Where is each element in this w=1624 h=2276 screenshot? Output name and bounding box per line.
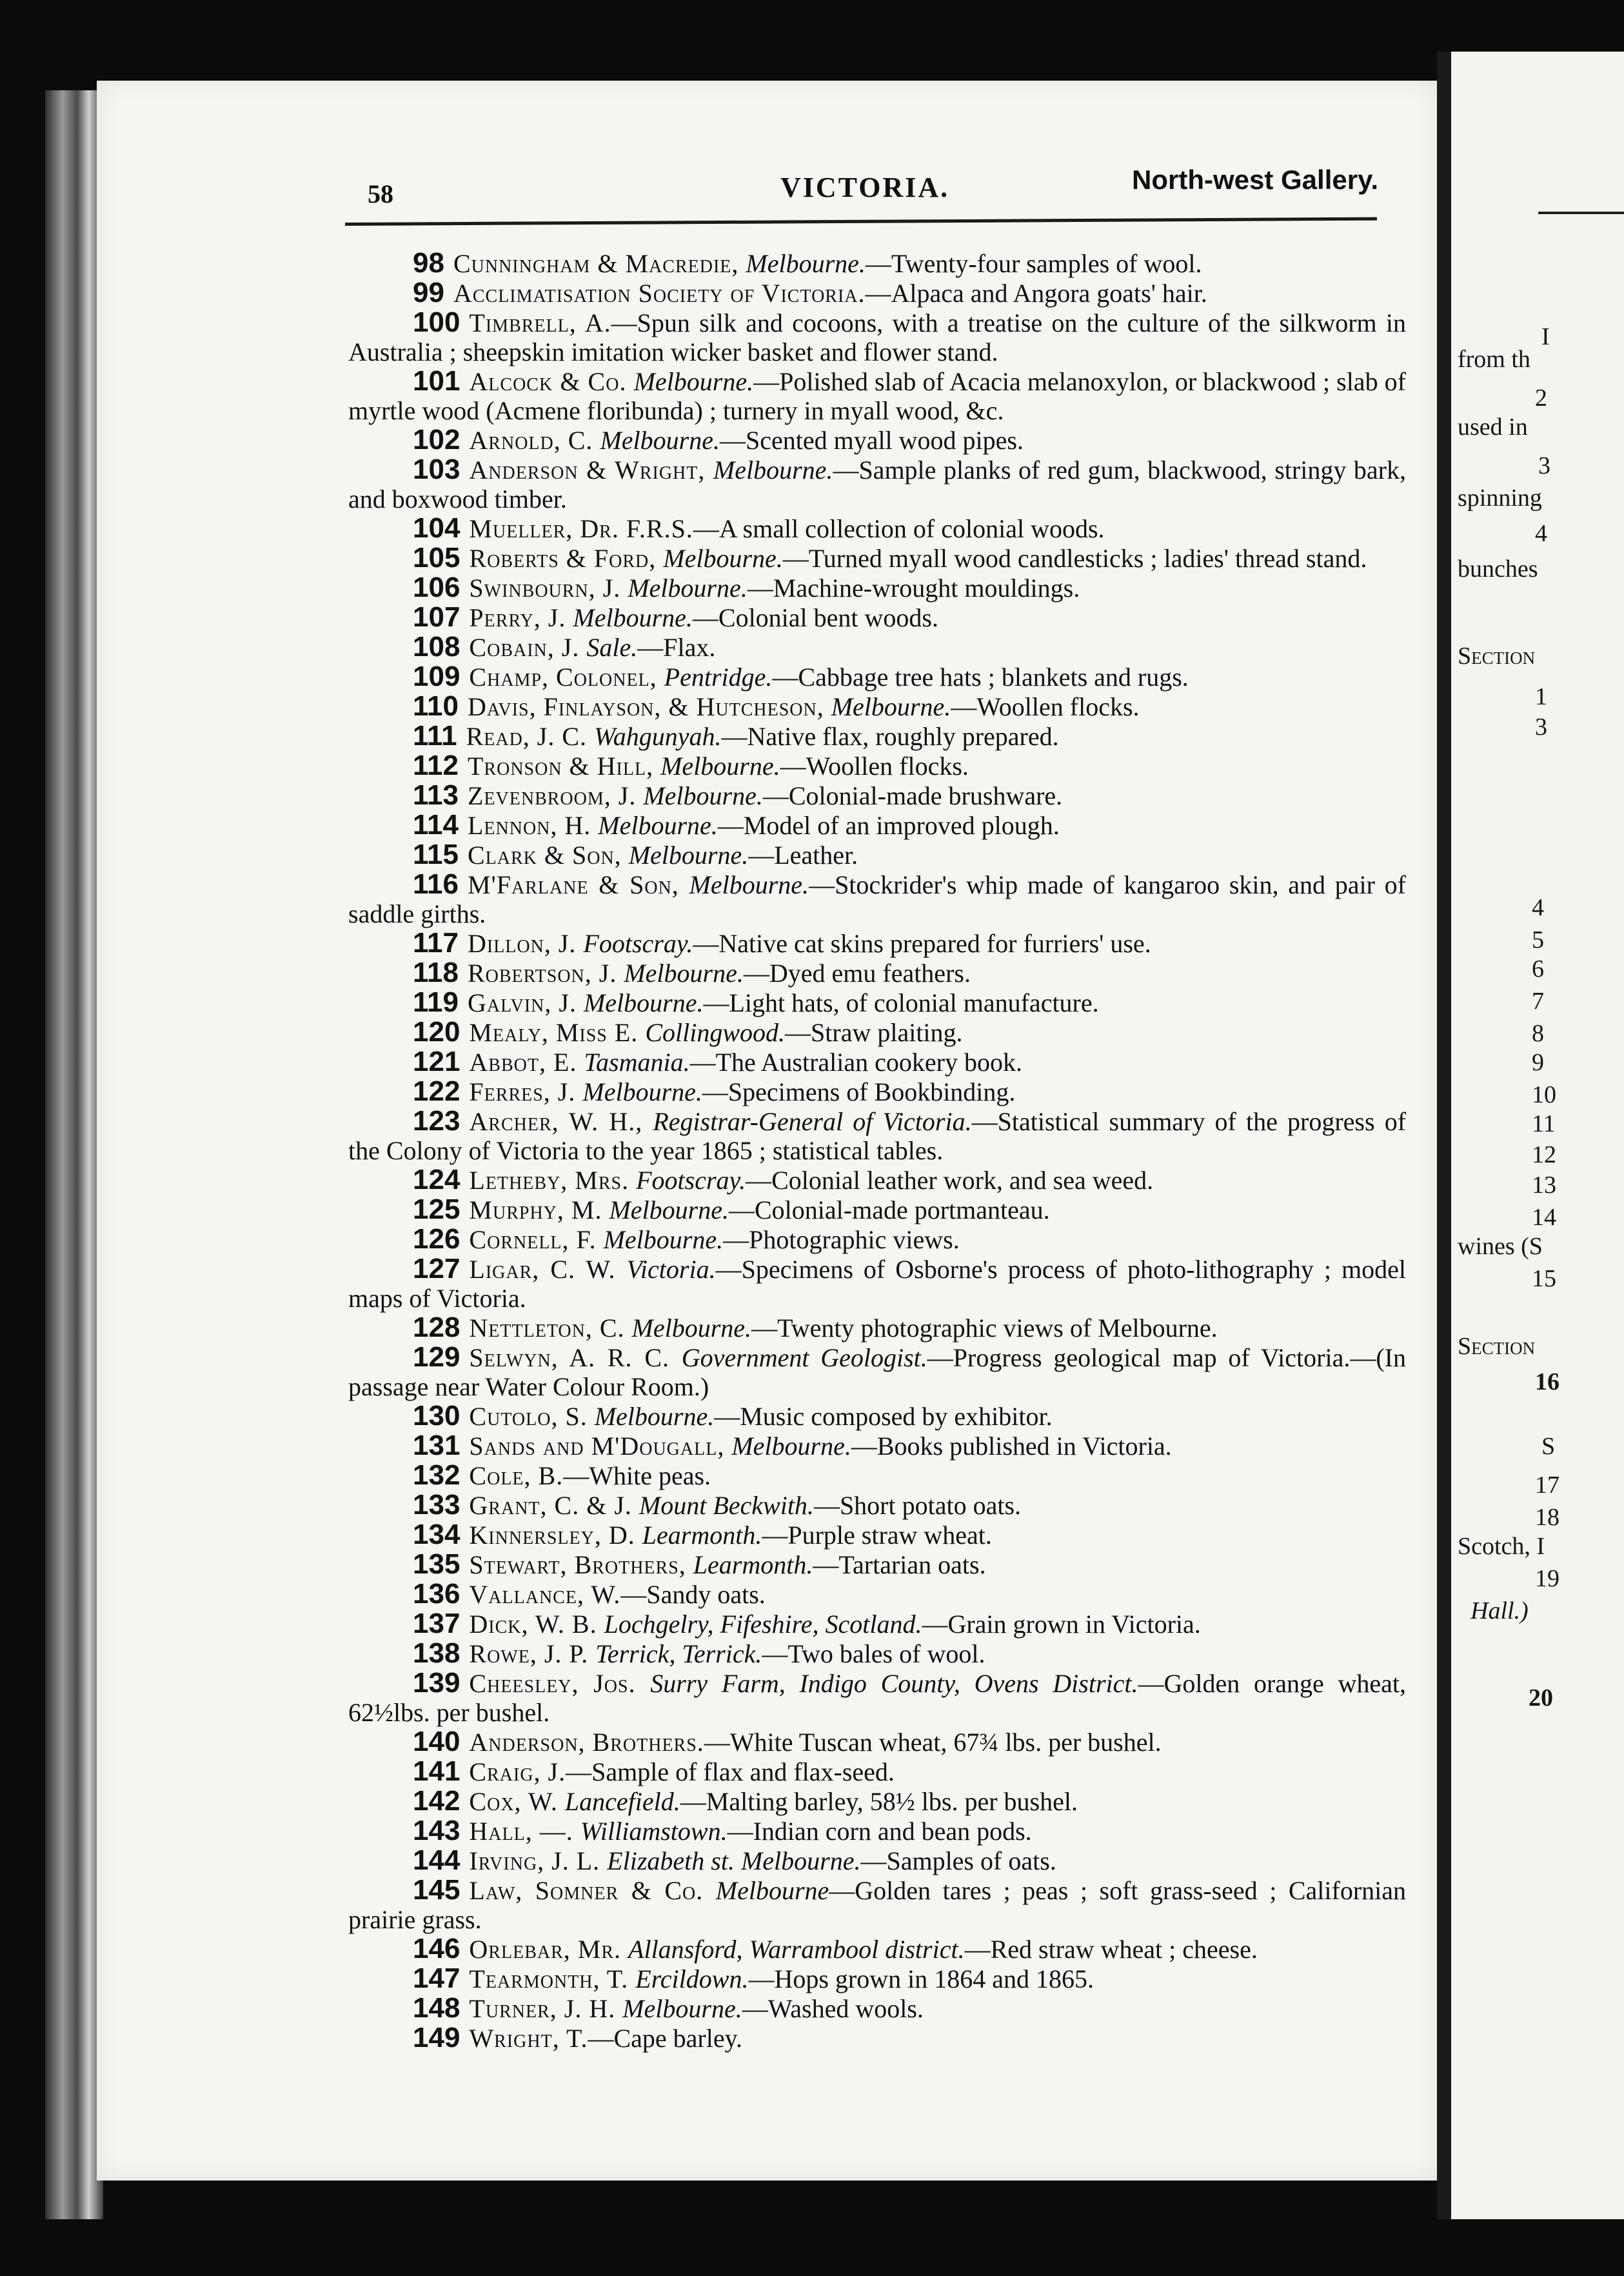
right-page-text-fragment: spinning [1458,484,1542,512]
exhibitor-location: Melbourne. [598,811,718,840]
exhibitor-entry [348,425,1406,455]
right-page-text-fragment: 4 [1532,894,1544,921]
exhibit-description: —Hops grown in 1864 and 1865. [748,1964,1094,1993]
entry-number: 107 [413,601,460,633]
running-title: VICTORIA. [780,172,950,203]
exhibitor-name: Ferres, J. [469,1077,583,1106]
exhibitor-name: Archer, W. H., [469,1107,653,1136]
right-page-text-fragment: 5 [1532,926,1544,953]
entry-number: 105 [413,542,460,574]
entry-number: 130 [413,1400,460,1432]
exhibitor-entry [348,1757,1406,1786]
exhibit-description: —Music composed by exhibitor. [714,1402,1053,1431]
exhibitor-name: Orlebar, Mr. [469,1935,629,1964]
exhibitor-name: Cox, W. [469,1787,565,1816]
exhibitor-entry [348,662,1406,692]
exhibitor-name: Cole, B. [469,1461,564,1490]
exhibit-description: —Colonial-made portmanteau. [728,1195,1050,1224]
right-page-text-fragment: 15 [1532,1265,1556,1292]
right-page-text-fragment: Section [1458,1333,1536,1360]
entry-number: 118 [413,957,459,988]
exhibitor-location: Melbourne. [660,752,780,781]
exhibit-description: —Malting barley, 58½ lbs. per bushel. [680,1787,1078,1816]
right-page-text-fragment: 7 [1532,988,1544,1015]
entry-number: 115 [413,839,459,870]
entry-number: 98 [413,247,444,279]
entry-number: 109 [413,661,460,692]
exhibitor-name: Nettleton, C. [469,1313,632,1343]
book-spine-edge [45,90,103,2219]
exhibitor-location: Footscray. [583,929,693,958]
right-page-text-fragment: 10 [1532,1081,1556,1108]
exhibitor-location: Allansford, Warrambool district. [628,1935,965,1964]
entry-number: 122 [413,1075,460,1107]
exhibitor-name: Dillon, J. [467,929,584,958]
entry-number: 138 [413,1637,460,1669]
exhibitor-name: Ligar, C. W. [469,1255,627,1284]
exhibitor-location: Melbourne. [609,1195,729,1224]
exhibitor-location: Melbourne. [573,603,693,632]
exhibitor-location: Melbourne. [663,544,783,573]
exhibitor-location: Elizabeth st. Melbourne. [607,1846,861,1875]
exhibitor-name: Selwyn, A. R. C. [469,1343,682,1372]
exhibitor-entry [348,840,1406,870]
exhibitor-entry [348,928,1406,958]
entry-number: 140 [413,1726,460,1757]
right-page-text-fragment: 12 [1532,1141,1556,1168]
exhibitor-name: Read, J. C. [466,722,595,751]
exhibitor-location: Ercildown. [635,1964,749,1993]
entry-number: 101 [413,365,460,397]
exhibitor-name: Rowe, J. P. [469,1639,596,1668]
exhibit-description: —Statistical summary of the progress of the Colony of Victoria to the year 1865 ; statistical tables. [348,1107,1407,1165]
entry-number: 143 [413,1815,460,1846]
exhibitor-location: Victoria. [626,1255,716,1284]
entry-number: 128 [413,1312,460,1343]
exhibitor-entry [348,1254,1406,1313]
entry-number: 113 [413,779,459,811]
exhibitor-name: Cunningham & Macredie, [453,249,746,278]
right-page-text-fragment: bunches [1458,555,1538,583]
exhibitor-entry [348,278,1406,308]
exhibitor-location: Government Geologist. [681,1343,927,1372]
exhibitor-entry [348,1579,1406,1609]
exhibitor-entry [348,781,1406,810]
exhibitor-entry [348,988,1406,1017]
exhibit-description: —Native flax, roughly prepared. [721,722,1059,751]
entry-number: 110 [413,690,459,722]
exhibitor-name: Tearmonth, T. [469,1964,636,1993]
right-page-text-fragment: 1 [1535,683,1547,710]
exhibitor-entry [348,692,1406,721]
exhibitor-name: Grant, C. & J. [469,1491,639,1520]
exhibitor-entry [348,514,1406,543]
entry-number: 119 [413,986,459,1018]
exhibit-description: —Cape barley. [588,2024,742,2053]
exhibit-description: —Colonial leather work, and sea weed. [746,1166,1154,1195]
exhibit-description: —Progress geological map of Victoria.—(In passage near Water Colour Room.) [348,1343,1406,1401]
exhibitor-entry [348,810,1406,840]
exhibitor-location: Melbourne. [689,870,809,899]
exhibit-description: —Short potato oats. [813,1491,1022,1520]
exhibitor-entry [348,1639,1406,1668]
right-page-text-fragment: 3 [1538,452,1550,479]
exhibitor-location: Collingwood. [645,1018,786,1047]
entry-number: 111 [413,720,457,752]
exhibit-description: —Alpaca and Angora goats' hair. [865,279,1207,308]
exhibitor-location: Melbourne. [643,781,763,810]
exhibit-description: —Dyed emu feathers. [743,959,971,988]
exhibitor-location: Tasmania. [584,1048,690,1077]
exhibit-description: —Washed wools. [742,1994,924,2023]
exhibit-description: —Purple straw wheat. [762,1521,992,1550]
exhibitor-location: Melbourne. [713,455,833,484]
exhibitor-name: Irving, J. L. [469,1846,608,1875]
entry-number: 137 [413,1608,460,1639]
exhibitor-entry [348,1490,1406,1520]
entry-number: 145 [413,1874,460,1906]
page-number: 58 [368,179,393,208]
right-page-text-fragment: from th [1458,346,1530,373]
exhibit-description: —Woollen flocks. [780,752,969,781]
exhibit-description: —Indian corn and bean pods. [727,1817,1032,1846]
exhibitor-name: Kinnersley, D. [469,1521,642,1550]
exhibitor-location: Melbourne. [594,1402,715,1431]
exhibitor-location: Melbourne. [600,426,720,455]
exhibit-description: —Machine-wrought mouldings. [747,574,1080,603]
page-header [368,165,1390,210]
exhibitor-name: Vallance, W. [469,1580,621,1609]
exhibit-description: —Straw plaiting. [785,1018,963,1047]
exhibitor-entry [348,366,1406,425]
exhibitor-entry [348,1165,1406,1195]
exhibitor-entry [348,1017,1406,1047]
exhibit-description: —Samples of oats. [860,1846,1056,1875]
exhibit-description: —Stockrider's whip made of kangaroo skin, and pair of saddle girths. [348,870,1406,928]
exhibitor-entry [348,308,1406,366]
exhibitor-list [348,248,1406,2053]
right-page-text-fragment: I [1541,323,1550,350]
exhibit-description: —Twenty photographic views of Melbourne. [751,1313,1218,1343]
right-page-text-fragment: Hall.) [1471,1597,1529,1624]
exhibitor-entry [348,573,1406,603]
entry-number: 106 [413,572,460,603]
exhibitor-name: Sands and M'Dougall, [469,1432,732,1461]
exhibitor-name: Tronson & Hill, [467,752,661,781]
exhibit-description: —A small collection of colonial woods. [693,514,1105,543]
exhibitor-name: Acclimatisation Society of Victoria. [453,279,866,308]
entry-number: 147 [413,1962,460,1994]
exhibitor-entry [348,1934,1406,1964]
exhibit-description: —White peas. [563,1461,711,1490]
exhibitor-entry [348,1816,1406,1846]
exhibitor-name: M'Farlane & Son, [467,870,689,899]
entry-number: 116 [413,868,459,900]
exhibitor-entry [348,2023,1406,2053]
exhibitor-name: Cheesley, Jos. [469,1669,651,1698]
exhibitor-name: Mueller, Dr. F.R.S. [469,514,693,543]
exhibitor-entry [348,1668,1406,1727]
entry-number: 133 [413,1489,460,1521]
exhibitor-name: Anderson & Wright, [469,455,713,484]
entry-number: 104 [413,512,460,544]
exhibit-description: —Woollen flocks. [951,692,1140,721]
exhibitor-name: Perry, J. [469,603,573,632]
exhibitor-location: Melbourne. [831,692,951,721]
entry-number: 135 [413,1548,460,1580]
right-page-text-fragment: 6 [1532,955,1544,983]
exhibit-description: —Books published in Victoria. [851,1432,1172,1461]
exhibitor-entry [348,1786,1406,1816]
exhibitor-location: Melbourne. [633,367,754,396]
exhibit-description: —Model of an improved plough. [717,811,1060,840]
exhibitor-name: Roberts & Ford, [469,544,664,573]
exhibitor-name: Cutolo, S. [469,1402,595,1431]
exhibit-description: —Flax. [637,633,716,662]
exhibitor-name: Swinbourn, J. [469,574,628,603]
exhibitor-name: Craig, J. [469,1757,566,1786]
exhibitor-name: Dick, W. B. [469,1610,604,1639]
exhibitor-entry [348,1195,1406,1224]
exhibitor-location: Footscray. [636,1166,746,1195]
exhibitor-location: Melbourne. [603,1225,724,1254]
entry-number: 127 [413,1253,460,1284]
exhibitor-location: Williamstown. [580,1817,728,1846]
entry-number: 112 [413,750,459,781]
entry-number: 103 [413,454,460,485]
exhibitor-location: Pentridge. [664,663,773,692]
exhibit-description: —Photographic views. [723,1225,960,1254]
exhibit-description: —Golden tares ; peas ; soft grass-seed ; Californian prairie grass. [348,1876,1407,1934]
entry-number: 139 [413,1667,460,1699]
entry-number: 125 [413,1193,460,1225]
exhibitor-location: Melbourne. [631,1313,752,1343]
exhibitor-name: Robertson, J. [467,959,624,988]
exhibitor-entry [348,1431,1406,1461]
exhibitor-entry [348,1401,1406,1431]
exhibitor-location: Melbourne. [583,988,704,1017]
right-page-text-fragment: used in [1458,414,1528,441]
entry-number: 114 [413,809,459,841]
right-page-text-fragment: 2 [1535,384,1547,412]
exhibitor-name: Murphy, M. [469,1195,609,1224]
exhibitor-name: Clark & Son, [467,841,629,870]
exhibitor-location: Melbourne [715,1876,829,1905]
entry-number: 132 [413,1459,460,1491]
right-header-rule [1538,212,1624,214]
exhibitor-name: Davis, Finlayson, & Hutcheson, [467,692,831,721]
exhibitor-entry [348,1313,1406,1343]
entry-number: 99 [413,277,444,308]
exhibitor-entry [348,1461,1406,1490]
entry-number: 144 [413,1844,460,1876]
entry-number: 120 [413,1016,460,1048]
exhibitor-location: Melbourne. [624,959,744,988]
right-page-text-fragment: 17 [1535,1472,1560,1499]
exhibitor-name: Lennon, H. [467,811,599,840]
right-page-text-fragment: 8 [1532,1020,1544,1047]
exhibitor-entry [348,1224,1406,1254]
exhibitor-name: Champ, Colonel, [469,663,664,692]
exhibitor-location: Melbourne. [622,1994,742,2023]
exhibit-description: —Twenty-four samples of wool. [865,249,1202,278]
exhibitor-location: Mount Beckwith. [639,1491,814,1520]
exhibitor-location: Learmonth. [693,1550,813,1579]
right-page-text-fragment: 14 [1532,1204,1556,1231]
right-page-text-fragment: wines (S [1458,1233,1543,1260]
exhibitor-name: Mealy, Miss E. [469,1018,646,1047]
entry-number: 124 [413,1164,460,1195]
exhibit-description: —Grain grown in Victoria. [922,1610,1201,1639]
entry-number: 102 [413,424,460,455]
exhibitor-entry [348,870,1406,928]
exhibitor-entry [348,1846,1406,1875]
exhibitor-name: Letheby, Mrs. [469,1166,637,1195]
exhibit-description: —Tartarian oats. [813,1550,986,1579]
exhibitor-entry [348,1875,1406,1934]
exhibit-description: —Spun silk and cocoons, with a treatise on the culture of the silkworm in Australia ; sheepskin imitation wicker basket and flower stand. [348,308,1406,366]
entry-number: 146 [413,1933,460,1964]
exhibit-description: —Red straw wheat ; cheese. [964,1935,1258,1964]
entry-number: 149 [413,2022,460,2053]
right-page-text-fragment: 11 [1532,1110,1556,1137]
entry-number: 108 [413,631,460,663]
right-page-text-fragment: 3 [1535,714,1547,741]
exhibitor-entry [348,1106,1406,1165]
exhibit-description: —Two bales of wool. [762,1639,985,1668]
exhibit-description: —Sample of flax and flax-seed. [566,1757,895,1786]
exhibit-description: —Golden orange wheat, 62½lbs. per bushel. [348,1669,1407,1727]
right-page-text-fragment: Scotch, I [1458,1533,1545,1560]
right-page-text-fragment: 9 [1532,1049,1544,1076]
exhibitor-location: Wahgunyah. [594,722,722,751]
entry-number: 100 [413,306,460,338]
exhibitor-location: Melbourne. [628,574,748,603]
exhibitor-name: Arnold, C. [469,426,600,455]
exhibitor-name: Galvin, J. [467,988,584,1017]
exhibitor-location: Sale. [586,633,638,662]
exhibitor-name: Alcock & Co. [469,367,634,396]
exhibitor-name: Cobain, J. [469,633,587,662]
right-page-text-fragment: 4 [1535,520,1547,547]
exhibit-description: —Colonial bent woods. [692,603,938,632]
exhibitor-location: Melbourne. [628,841,749,870]
exhibit-description: —Cabbage tree hats ; blankets and rugs. [772,663,1189,692]
exhibitor-entry [348,721,1406,751]
exhibitor-entry [348,543,1406,573]
exhibitor-entry [348,1077,1406,1106]
exhibitor-entry [348,1609,1406,1639]
right-page-text-fragment: S [1541,1433,1556,1460]
exhibitor-entry [348,603,1406,632]
exhibitor-name: Hall, —. [469,1817,580,1846]
exhibit-description: —Sandy oats. [620,1580,766,1609]
exhibitor-entry [348,455,1406,514]
exhibitor-name: Law, Somner & Co. [469,1876,716,1905]
exhibitor-name: Timbrell, A. [469,308,611,337]
exhibit-description: —The Australian cookery book. [689,1048,1022,1077]
exhibitor-entry [348,1727,1406,1757]
entry-number: 129 [413,1341,460,1373]
exhibit-description: —Leather. [748,841,858,870]
right-page-text-fragment: 13 [1532,1172,1556,1199]
exhibitor-name: Wright, T. [469,2024,588,2053]
exhibit-description: —White Tuscan wheat, 67¾ lbs. per bushel. [704,1728,1162,1757]
entry-number: 131 [413,1430,460,1461]
entry-number: 134 [413,1519,460,1550]
exhibit-description: —Sample planks of red gum, blackwood, stringy bark, and boxwood timber. [348,455,1406,514]
exhibit-description: —Specimens of Bookbinding. [702,1077,1016,1106]
entry-number: 148 [413,1992,460,2024]
exhibitor-location: Surry Farm, Indigo County, Ovens District. [650,1669,1138,1698]
exhibitor-name: Anderson, Brothers. [469,1728,704,1757]
exhibitor-name: Cornell, F. [469,1225,604,1254]
exhibitor-entry [348,1047,1406,1077]
exhibitor-location: Melbourne. [582,1077,702,1106]
right-page-text-fragment: 18 [1535,1504,1560,1531]
exhibitor-location: Melbourne. [731,1432,851,1461]
right-page-text-fragment: Section [1458,643,1536,670]
entry-number: 126 [413,1223,460,1255]
exhibitor-entry [348,751,1406,781]
entry-number: 121 [413,1046,460,1077]
right-page-text-fragment: 16 [1535,1368,1560,1395]
exhibitor-entry [348,1520,1406,1550]
entry-number: 117 [413,927,459,959]
entry-number: 141 [413,1755,460,1787]
right-page-text-fragment: 20 [1529,1684,1553,1712]
entry-number: 123 [413,1105,460,1137]
exhibitor-location: Lochgelry, Fifeshire, Scotland. [604,1610,922,1639]
page-gutter [1437,52,1451,2219]
exhibitor-entry [348,248,1406,278]
exhibit-description: —Light hats, of colonial manufacture. [703,988,1099,1017]
exhibitor-name: Turner, J. H. [469,1994,623,2023]
exhibitor-location: Melbourne. [746,249,866,278]
exhibit-description: —Specimens of Osborne's process of photo-lithography ; model maps of Victoria. [348,1255,1406,1313]
exhibitor-entry [348,1550,1406,1579]
right-page-text-fragment: 19 [1535,1565,1560,1592]
exhibitor-entry [348,1993,1406,2023]
gallery-label: North-west Gallery. [1132,165,1378,195]
exhibitor-entry [348,632,1406,662]
exhibitor-entry [348,958,1406,988]
exhibit-description: —Turned myall wood candlesticks ; ladies' thread stand. [782,544,1367,573]
exhibit-description: —Polished slab of Acacia melanoxylon, or blackwood ; slab of myrtle wood (Acmene floribunda) ; turnery in myall wood, &c. [348,367,1406,425]
entry-number: 142 [413,1785,460,1817]
exhibit-description: —Colonial-made brushware. [762,781,1063,810]
exhibitor-location: Learmonth. [642,1521,762,1550]
exhibitor-name: Zevenbroom, J. [467,781,644,810]
entry-number: 136 [413,1578,460,1610]
exhibit-description: —Native cat skins prepared for furriers' use. [693,929,1151,958]
right-page-fragment [1451,52,1624,2219]
exhibitor-location: Registrar-General of Victoria. [653,1107,972,1136]
exhibit-description: —Scented myall wood pipes. [719,426,1024,455]
exhibitor-location: Terrick, Terrick. [595,1639,762,1668]
exhibitor-entry [348,1343,1406,1401]
exhibitor-name: Stewart, Brothers, [469,1550,693,1579]
exhibitor-entry [348,1964,1406,1993]
exhibitor-location: Lancefield. [564,1787,680,1816]
exhibitor-name: Abbot, E. [469,1048,584,1077]
